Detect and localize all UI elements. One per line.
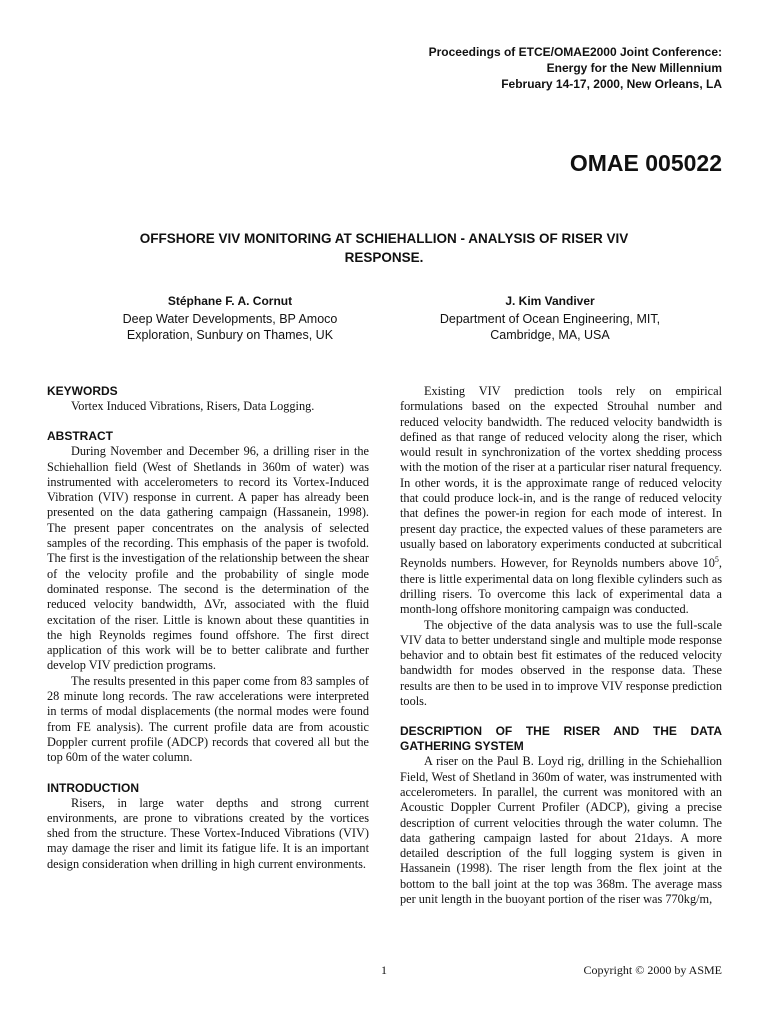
author-name: Stéphane F. A. Cornut <box>167 294 293 308</box>
proceedings-line: Proceedings of ETCE/OMAE2000 Joint Conference: <box>428 45 722 59</box>
author-affiliation: Department of Ocean Engineering, MIT, <box>439 312 661 326</box>
introduction-paragraph: The objective of the data analysis was to use the full-scale VIV data to better understand single and multiple mode response behavior and to obtain best fit estimates of the reduced velocity bandwidth for modes observed in the response data. These results are then to be used in to improve VIV response prediction tools. <box>400 617 722 709</box>
introduction-paragraph <box>400 384 722 618</box>
paper-title <box>95 229 673 267</box>
author-affiliation: Cambridge, MA, USA <box>490 328 610 342</box>
title-line: RESPONSE. <box>344 250 424 265</box>
author-affiliation: Deep Water Developments, BP Amoco <box>122 312 338 326</box>
proceedings-line: February 14-17, 2000, New Orleans, LA <box>501 77 722 91</box>
author-name: J. Kim Vandiver <box>505 294 595 308</box>
paragraph-text: Existing VIV prediction tools rely on empirical formulations based on the expected Strouhal number and reduced velocity bandwidth. The reduced velocity bandwidth is defined as that range of reduced velocity along the riser, which would result in synchronization of the vortex shedding process with the motion of the riser at a particular riser natural frequency. In other words, it is the approximate range of reduced velocity that could produce lock-in, and is the range of reduced velocity that defines the power-in region for each mode of interest. In present day practice, the expected values of these parameters are usually based on laboratory experiments conducted at subcritical Reynolds numbers. However, for Reynolds numbers above 10 <box>400 384 722 571</box>
proceedings-line: Energy for the New Millennium <box>546 61 722 75</box>
proceedings-header <box>429 44 722 92</box>
page-number: 1 <box>381 963 387 977</box>
abstract-heading: ABSTRACT <box>47 429 113 444</box>
author-block <box>80 293 380 343</box>
keywords-text: Vortex Induced Vibrations, Risers, Data Logging. <box>71 399 315 413</box>
author-affiliation: Exploration, Sunbury on Thames, UK <box>126 328 334 342</box>
left-column <box>47 384 369 872</box>
abstract-paragraph: During November and December 96, a drilling riser in the Schiehallion field (West of Shetlands in 360m of water) was instrumented with accelerometers to record its Vortex-Induced Vibration (VIV) response in current. A paper has already been presented on the data gathering campaign (Hassanein, 1998). The present paper concentrates on the analysis of selected samples of the recording. This emphasis of the paper is twofold. The first is the investigation of the relationship between the shear of the velocity profile and the probability of single mode dominated response. The second is the determination of the reduced velocity bandwidth, ΔVr, associated with the fluid excitation of the riser. Little is known about these quantities in the high Reynolds regimes found offshore. The first direct application of this work will be to better calibrate and further develop VIV prediction programs. <box>47 444 369 673</box>
description-heading: DESCRIPTION OF THE RISER AND THE DATA GATHERING SYSTEM <box>400 724 722 754</box>
copyright-notice: Copyright © 2000 by ASME <box>583 963 722 977</box>
introduction-paragraph: Risers, in large water depths and strong current environments, are prone to vibrations created by the vortices shed from the structure. These Vortex-Induced Vibrations (VIV) may damage the riser and limit its fatigue life. It is an important design consideration when drilling in high current environments. <box>47 795 369 871</box>
introduction-heading: INTRODUCTION <box>47 780 139 795</box>
author-block <box>400 293 700 343</box>
abstract-paragraph: The results presented in this paper come from 83 samples of 28 minute long records. The raw accelerations were interpreted in terms of modal displacements (the normal modes were found from FE analysis). The current profile data are from acoustic Doppler current profile (ADCP) records that covered all but the top 60m of the water column. <box>47 673 369 765</box>
description-paragraph: A riser on the Paul B. Loyd rig, drilling in the Schiehallion Field, West of Shetland in 360m of water, was instrumented with accelerometers. In parallel, the current was monitored with an Acoustic Doppler Current Profiler (ADCP), giving a precise description of current velocities through the water column. The data gathering campaign lasted for about 21days. A more detailed description of the full logging system is given in Hassanein (1998). The riser length from the flex joint at the bottom to the ball joint at the top was 368m. The average mass per unit length in the buoyant portion of the riser was 770kg/m, <box>400 754 722 906</box>
keywords-heading: KEYWORDS <box>47 384 118 398</box>
paragraph-text: , there is little experimental data on long flexible cylinders such as drilling risers. To overcome this lack of experimental data a month-long offshore monitoring campaign was conducted. <box>400 556 722 617</box>
superscript-exponent: 5 <box>714 555 719 565</box>
paper-number: OMAE 005022 <box>569 150 722 176</box>
title-line: OFFSHORE VIV MONITORING AT SCHIEHALLION - ANALYSIS OF RISER VIV <box>139 231 629 246</box>
right-column <box>400 384 722 907</box>
